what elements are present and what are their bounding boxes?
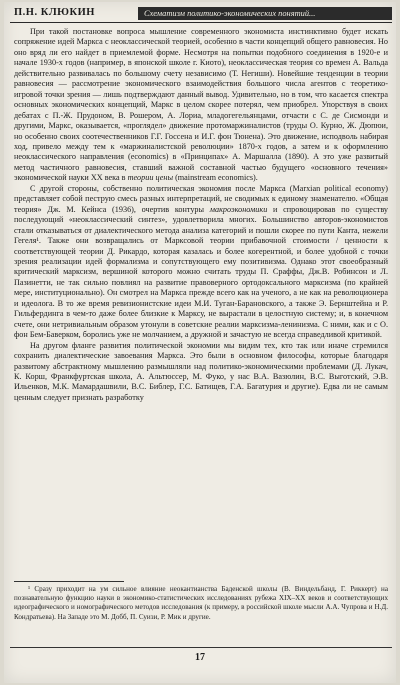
footnote-text: ¹ Сразу приходит на ум сильное влияние неокантианства Баденской школы (В. Виндельбанд, Г. Риккерт) на познавательную функцию науки в экономико-статистических исследованиях рубежа XIX–XX веков и соответствующих идеографического и номографического методов исследования (к примеру, в российской школе мысли А.А. Чупрова и Н.Д. Кондратьева). На Западе это М. Добб, П. Суизи, Р. Мик и другие. xyxy=(14,585,388,621)
footnote-divider xyxy=(14,581,124,582)
running-header xyxy=(10,6,392,23)
paragraph-1 xyxy=(14,27,388,184)
book-page xyxy=(4,2,396,683)
main-text xyxy=(14,27,388,403)
paragraph-2-text-a: С другой стороны, собственно политическая экономия после Маркса (Marxian political economy) представляет собой пеструю смесь разных интерпретаций, не сводимых к единому знаменателю. «Общая теория» Дж. М. Кейнса (1936), очертив контуры xyxy=(14,183,388,214)
header-title: Схематизм политико-экономических понятий... xyxy=(138,7,392,20)
term-price-theory: теории цены xyxy=(127,173,174,183)
page-number: 17 xyxy=(195,652,205,663)
paragraph-2 xyxy=(14,184,388,341)
paragraph-3 xyxy=(14,341,388,404)
paragraph-1-text-a: При такой постановке вопроса мышление современного экономиста инстинктивно будет искать сопряжение идей Маркса с неоклассической теорией, особенно в части концепций общего равновесия. Но оно вряд ли его найдет в приемлемой форме. Несмотря на попытки подобного соединения в 1920-е и начале 1930-х годов (например, в японской школе г. Киото), неоклассическая теория со времен А. Вальда действительно развивалась по большому счету независимо (Т. Негиши). Новейшие тенденции в теории равновесия — рассмотрение экономического взаимодействия большого числа агентов с теоретико-игровой точки зрения — лишь подтверждают данный вывод. Удивительно, но в том, что касается спектра основных экономических концепций, Маркс в целом скорее потерял, чем приобрел. Упорствуя в своих дебатах с П.-Ж. Прудоном, В. Рошером, А. Лориа, младогегельянцами, отчасти с С. де Сисмонди и другими, Маркс, оказывается, «проглядел» движение протомаржиналистов (труды О. Курно, Ж. Дюпюи, но особенно своих соотечественников Г.Г. Госсена и И.Г. фон Тюнена). Это движение, исподволь набирая ход, привело между тем к «маржиналистской революции» 1870-х годов, а затем и к оформлению неоклассического направления (economics) в «Принципах» А. Маршалла (1890). А это уже развитый метод частичного равновесия, ставший важной составной частью будущего «основного течения» экономической науки XX века в xyxy=(14,27,388,183)
footer-divider xyxy=(10,647,392,648)
paragraph-2-text-b: и спровоцировав по существу последующий «неоклассический синтез», удовлетворила многих. Большинство авторов-экономистов стали отказываться от диалектического метода анализа категорий и пошли скорее по пути Канта, нежели Гегеля¹. Также они возвращались от Марксовой теории прибавочной стоимости / ценности к соответствующей теории Д. Рикардо, которая казалась и более когерентной, и более удобной с точки зрения реализации идей формализма и сопутствующего ему позитивизма. Однако этот своеобразный критический марксизм, вершиной которого можно считать труды П. Сраффы, Дж.В. Робинсон и Л. Пазинетти, не так сильно повлиял на развитие правоверного ортодоксального марксизма (по крайней мере, институционально). Он смотрел на Маркса прежде всего как на ученого, а не как на революционера и идеолога. В то же время ревизионистские идеи М.И. Туган-Барановского, а также Э. Бернштейна и Р. Гильфердинга в чем-то даже более близкие к Марксу, не вырастали в целостную систему; и, в конечном счете, они нетривиальным образом утонули в советские реалии марксизма-ленинизма. С ними, как и с О. фон Бем-Баверком, боролись уже не молчанием, а дружной и зачастую не всегда справедливой критикой. xyxy=(14,204,389,340)
header-author: П.Н. КЛЮКИН xyxy=(14,7,95,18)
paragraph-3-text: На другом фланге развития политической экономии мы видим тех, кто так или иначе стремился сохранить диалектические завоевания Маркса. Это были в основном философы, которые благодаря развитому абстрактному мышлению размышляли над политико-экономическими проблемами (Д. Лукач, К. Корш, Франкфуртская школа, А. Альтюссер, М. Фуко, у нас В.А. Вазюлин, В.С. Выготский, Э.В. Ильенков, М.К. Мамардашвили, В.С. Библер, Г.С. Батищев, Г.А. Багатурия и другие). Едва ли не самым ценным следует признать разработку xyxy=(14,340,388,402)
footnote xyxy=(14,585,388,622)
paragraph-1-text-b: (mainstream economics). xyxy=(173,173,258,183)
term-macroeconomics: макроэкономики xyxy=(209,204,268,214)
